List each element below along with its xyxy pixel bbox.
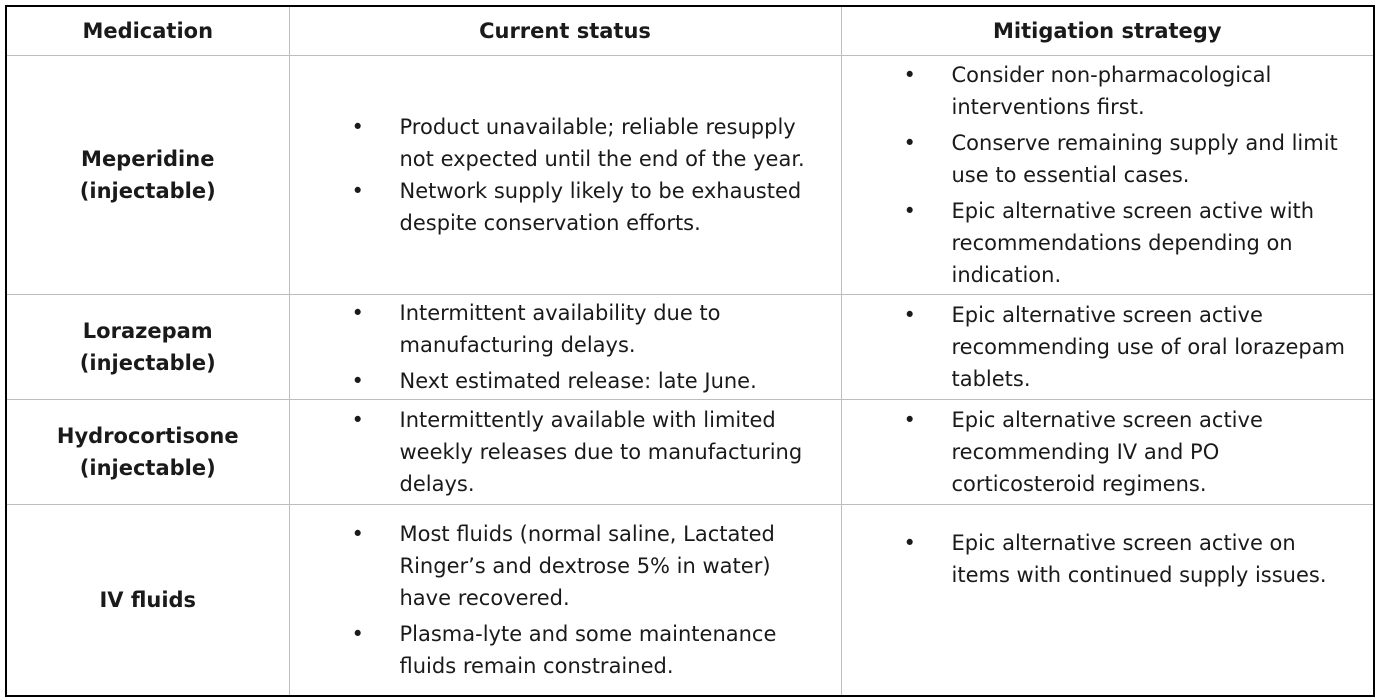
mitigation-cell: [841, 56, 1374, 295]
mitigation-cell: [841, 505, 1374, 697]
medication-shortage-table: [5, 5, 1375, 697]
mitigation-item: • Epic alternative screen active with recommendations depending on indication.: [904, 195, 1354, 291]
medication-name: Meperidine (injectable): [6, 56, 289, 295]
medication-name: Lorazepam (injectable): [6, 295, 289, 400]
mitigation-item: • Epic alternative screen active recommending IV and PO corticosteroid regimens.: [904, 404, 1354, 500]
table-row: [6, 400, 1374, 505]
status-item: • Next estimated release: late June.: [352, 365, 821, 397]
table-row: [6, 56, 1374, 295]
status-cell: [289, 56, 841, 295]
mitigation-cell: [841, 400, 1374, 505]
table-row: [6, 505, 1374, 697]
status-item: • Intermittent availability due to manufacturing delays.: [352, 297, 821, 361]
status-item: • Most fluids (normal saline, Lactated Ringer’s and dextrose 5% in water) have recovered.: [352, 518, 821, 614]
header-medication: Medication: [6, 6, 289, 56]
mitigation-item: • Conserve remaining supply and limit use to essential cases.: [904, 127, 1354, 191]
status-item: • Intermittently available with limited weekly releases due to manufacturing delays.: [352, 404, 821, 500]
status-item: • Product unavailable; reliable resupply not expected until the end of the year.: [352, 111, 821, 175]
status-item: • Network supply likely to be exhausted despite conservation efforts.: [352, 175, 821, 239]
header-current-status: Current status: [289, 6, 841, 56]
mitigation-item: • Consider non-pharmacological interventions first.: [904, 59, 1354, 123]
status-cell: [289, 400, 841, 505]
status-cell: [289, 295, 841, 400]
medication-name: IV fluids: [6, 505, 289, 697]
mitigation-item: • Epic alternative screen active on items with continued supply issues.: [904, 527, 1354, 591]
header-mitigation-strategy: Mitigation strategy: [841, 6, 1374, 56]
status-cell: [289, 505, 841, 697]
mitigation-item: • Epic alternative screen active recommending use of oral lorazepam tablets.: [904, 299, 1354, 395]
table-row: [6, 295, 1374, 400]
status-item: • Plasma-lyte and some maintenance fluids remain constrained.: [352, 618, 821, 682]
mitigation-cell: [841, 295, 1374, 400]
medication-name: Hydrocortisone (injectable): [6, 400, 289, 505]
header-row: [6, 6, 1374, 56]
